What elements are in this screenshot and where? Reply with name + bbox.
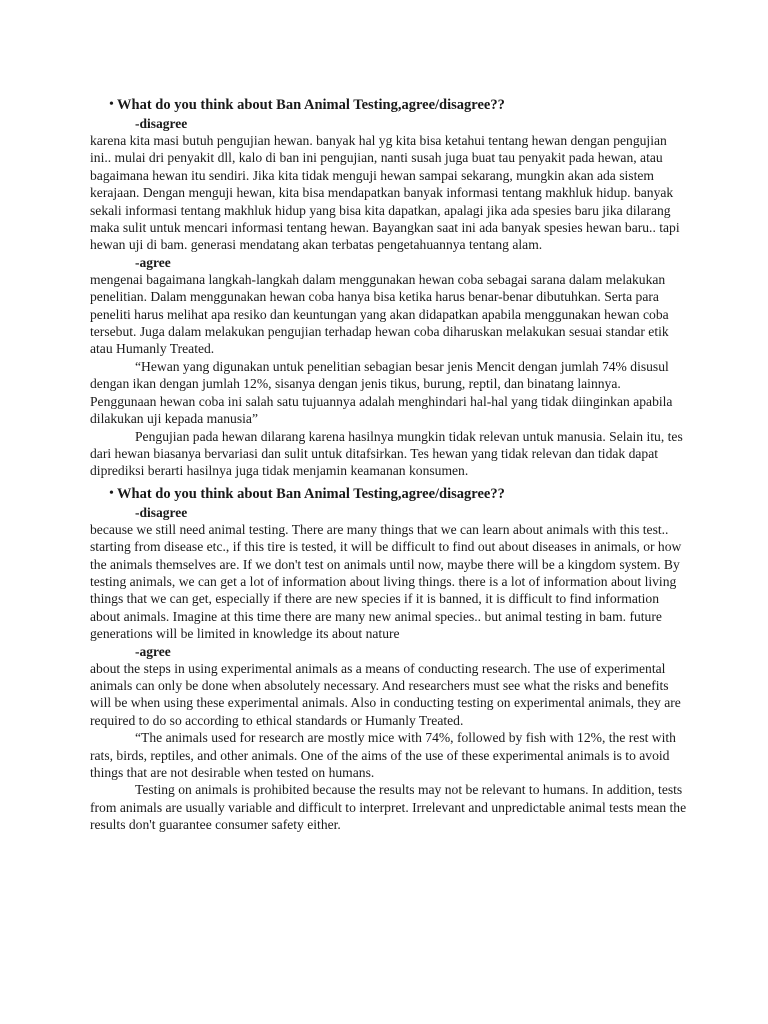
agree-label: -agree [135, 643, 171, 659]
agree-closing-paragraph: Pengujian pada hewan dilarang karena hasilnya mungkin tidak relevan untuk manusia. Selain itu, tes dari hewan biasanya bervariasi dan sulit untuk ditafsirkan. Tes hewan yang tidak relevan dan tidak dapat diprediksi berarti hasilnya juga tidak menjamin keamanan konsumen. [90, 428, 683, 479]
disagree-label: -disagree [135, 116, 188, 131]
agree-quote-paragraph: “Hewan yang digunakan untuk penelitian sebagian besar jenis Mencit dengan jumlah 74% disusul dengan ikan dengan jumlah 12%, sisanya dengan jenis tikus, burung, reptil, dan binatang lainnya. Penggunaan hewan coba ini salah satu tujuannya adalah menghindari hal-hal yang tidak diinginkan apabila dilakukan uji kepada manusia” [90, 358, 673, 427]
question-suffix: ?? [490, 97, 505, 113]
question-heading [90, 95, 690, 115]
section-indonesian [90, 95, 690, 480]
question-suffix: ?? [490, 485, 505, 502]
disagree-paragraph: because we still need animal testing. There are many things that we can learn about animals with this test.. starting from disease etc., if this tire is tested, it will be difficult to find out about diseases in animals, or how the animals themselves are. If we don't test on animals until now, maybe there will be a kingdom system. By testing animals, we can get a lot of information about living things. there is a lot of information about living things that we can get, especially if there are new species if it is banned, it is difficult to find information about animals. Imagine at this time there are many new animal species.. but animal testing in bam. future generations will be limited in knowledge its about nature [90, 521, 682, 642]
agree-paragraph: about the steps in using experimental animals as a means of conducting research. The use of experimental animals can only be done when absolutely necessary. And researchers must see what the risks and benefits will be when using these experimental animals. Also in conducting testing on experimental animals, they are required to do so according to ethical standards or Humanly Treated. [90, 660, 681, 728]
bullet-icon: • [109, 97, 114, 112]
disagree-label: -disagree [135, 504, 188, 520]
agree-quote-paragraph: “The animals used for research are mostly mice with 74%, followed by fish with 12%, the rest with rats, birds, reptiles, and other animals. One of the aims of the use of these experimental animals is to avoid things that are not desirable when tested on humans. [90, 730, 676, 780]
document-page [90, 95, 690, 834]
question-prefix: What do you think about [117, 97, 277, 113]
agree-paragraph: mengenai bagaimana langkah-langkah dalam menggunakan hewan coba sebagai sarana dalam melakukan penelitian. Dalam menggunakan hewan coba hanya bisa ketika harus benar-benar dibutuhkan. Serta para peneliti harus melihat apa resiko dan keuntungan yang akan didapatkan apabila menggunakan hewan coba tersebut. Juga dalam melakukan pengujian terhadap hewan coba diharuskan melakukan sesuai standar etik atau Humanly Treated. [90, 271, 669, 357]
question-heading [90, 484, 690, 504]
question-topic: Ban Animal Testing,agree/disagree [276, 97, 491, 113]
section-english [90, 484, 690, 834]
disagree-paragraph: karena kita masi butuh pengujian hewan. banyak hal yg kita bisa ketahui tentang hewan dengan pengujian ini.. mulai dri penyakit dll, kalo di ban ini pengujian, nanti susah juga buat tau penyakit pada hewan, atau bagaimana hewan itu sendiri. Jika kita tidak menguji hewan sampai sekarang, mungkin akan ada sistem kerajaan. Dengan menguji hewan, kita bisa mendapatkan banyak informasi tentang makhluk hidup. banyak sekali informasi tentang makhluk hidup yang bisa kita dapatkan, apalagi jika ada spesies baru jika dilarang maka sulit untuk mencari informasi tentang hewan. Bayangkan saat ini ada banyak spesies hewan baru.. tapi hewan uji di bam. generasi mendatang akan terbatas pengetahuannya tentang alam. [90, 133, 680, 253]
agree-closing-paragraph: Testing on animals is prohibited because the results may not be relevant to humans. In addition, tests from animals are usually variable and difficult to interpret. Irrelevant and unpredictable animal tests mean the results don't guarantee consumer safety either. [90, 782, 687, 833]
agree-label: -agree [135, 254, 171, 270]
question-topic: Ban Animal Testing,agree/disagree [276, 485, 491, 502]
question-prefix: What do you think about [117, 485, 277, 502]
bullet-icon: • [109, 485, 114, 501]
